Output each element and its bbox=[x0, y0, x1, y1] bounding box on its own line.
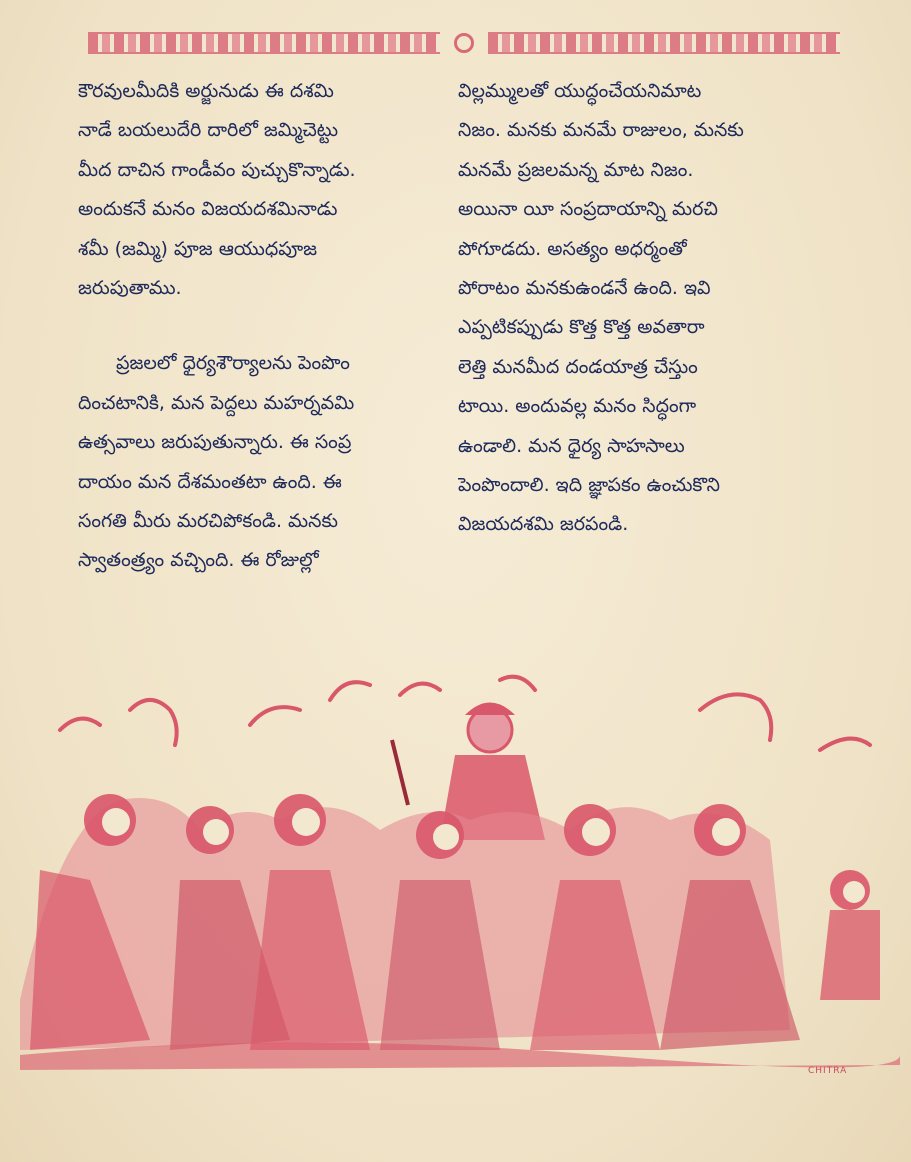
text-line: స్వాతంత్ర్యం వచ్చింది. ఈ రోజుల్లో bbox=[78, 549, 319, 572]
text-line: మీద దాచిన గాండీవం పుచ్చుకొన్నాడు. bbox=[78, 158, 356, 181]
text-line: నిజం. మనకు మనమే రాజులం, మనకు bbox=[458, 119, 744, 142]
text-line: నాడే బయలుదేరి దారిలో జమ్మిచెట్టు bbox=[78, 119, 339, 142]
sky-swirl-marks bbox=[60, 677, 870, 750]
text-line: అందుకనే మనం విజయదశమినాడు bbox=[78, 198, 338, 221]
text-line: శమీ (జమ్మి) పూజ ఆయుధపూజ bbox=[78, 237, 318, 260]
text-line: లెత్తి మనమీద దండయాత్ర చేస్తుం bbox=[458, 355, 698, 378]
text-line: పెంపొందాలి. ఇది జ్ఞాపకం ఉంచుకొని bbox=[458, 473, 720, 496]
text-line: కౌరవులమీదికి అర్జునుడు ఈ దశమి bbox=[78, 80, 334, 102]
text-line: టాయి. అందువల్ల మనం సిద్ధంగా bbox=[458, 395, 697, 418]
text-line: జరుపుతాము. bbox=[78, 276, 182, 299]
text-line: ఉండాలి. మన ధైర్య సాహసాలు bbox=[458, 434, 685, 457]
text-line: సంగతి మీరు మరచిపోకండి. మనకు bbox=[78, 509, 338, 532]
top-ornament-border bbox=[88, 30, 840, 56]
right-column bbox=[458, 72, 853, 545]
text-line: దాయం మన దేశమంతటా ఉంది. ఈ bbox=[78, 470, 342, 493]
paragraph-gap bbox=[78, 308, 473, 344]
text-line: అయినా యీ సంప్రదాయాన్ని మరచి bbox=[458, 198, 718, 221]
ornament-circle-icon bbox=[454, 33, 474, 53]
text-line: విల్లమ్ములతో యుద్ధంచేయనిమాట bbox=[458, 80, 702, 102]
text-line: పోరాటం మనకుఉండనే ఉంది. ఇవి bbox=[458, 276, 711, 299]
text-line: పోగూడదు. అసత్యం అధర్మంతో bbox=[458, 237, 687, 260]
ornament-left-band bbox=[88, 32, 440, 54]
text-line: మనమే ప్రజలమన్న మాట నిజం. bbox=[458, 158, 694, 181]
text-line: ఉత్సవాలు జరుపుతున్నారు. ఈ సంప్ర bbox=[78, 431, 352, 454]
ground-shadow bbox=[20, 1043, 900, 1071]
text-line: విజయదశమి జరపండి. bbox=[458, 513, 629, 536]
left-column bbox=[78, 72, 473, 581]
text-line: ఎప్పటికప్పుడు కొత్త కొత్త అవతారా bbox=[458, 316, 705, 339]
artist-signature: CHITRA bbox=[808, 1066, 848, 1076]
text-line: దించటానికి, మన పెద్దలు మహర్నవమి bbox=[78, 391, 355, 414]
children-crowd bbox=[20, 794, 880, 1050]
procession-illustration bbox=[0, 670, 911, 1100]
ornament-right-band bbox=[488, 32, 840, 54]
text-line: ప్రజలలో ధైర్యశౌర్యాలను పెంపొం bbox=[116, 352, 350, 375]
